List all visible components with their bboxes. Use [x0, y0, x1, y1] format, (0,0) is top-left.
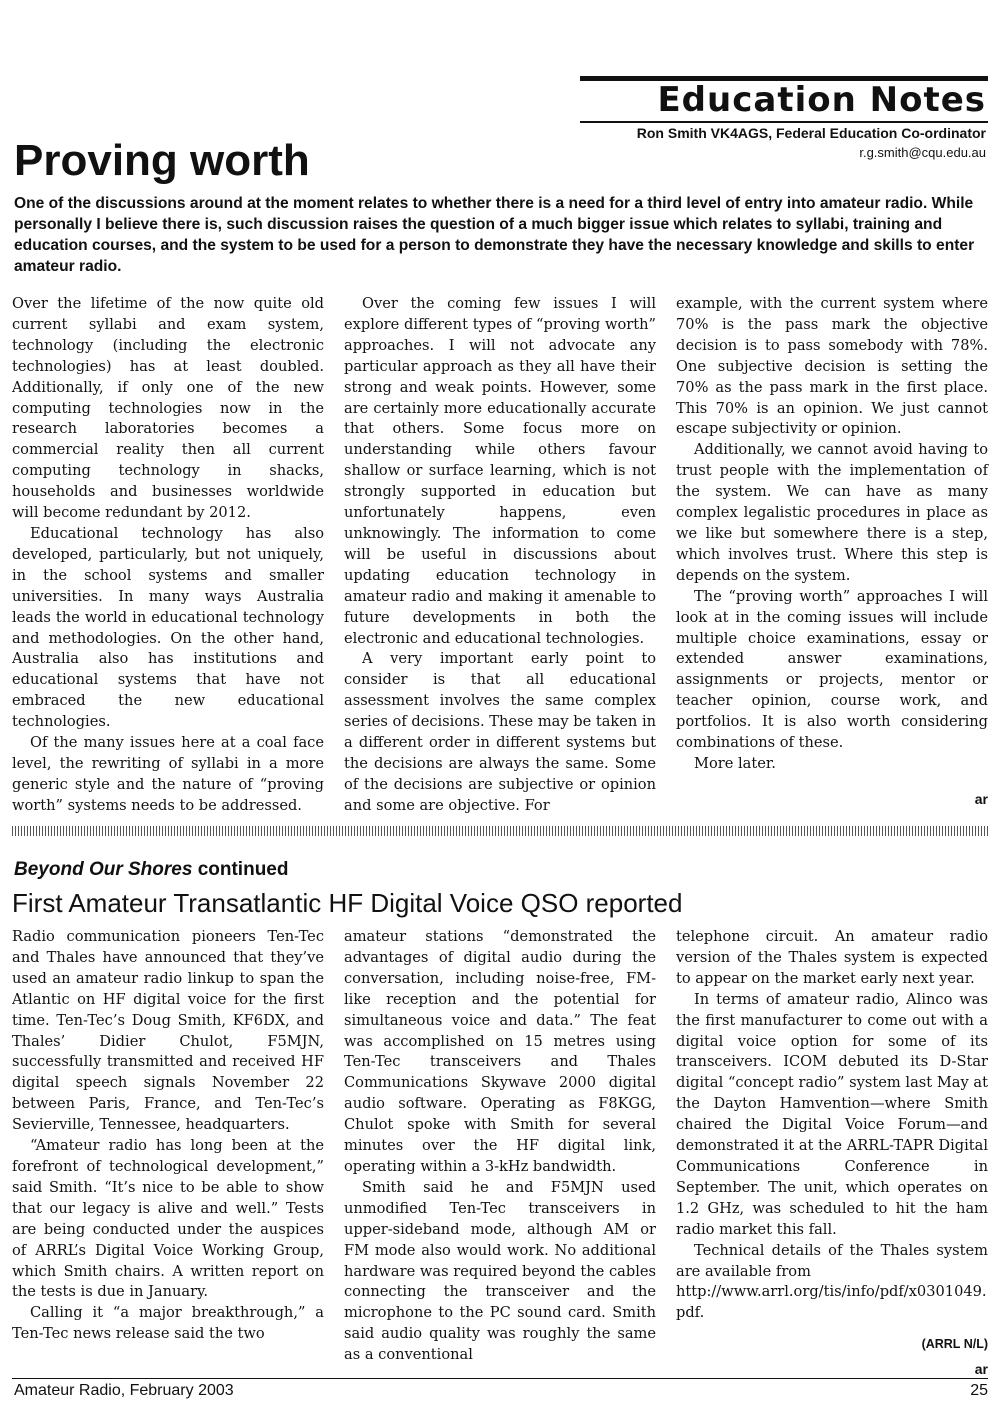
author-email: r.g.smith@cqu.edu.au	[859, 145, 986, 160]
article2-column-3	[676, 927, 988, 1380]
paragraph: Educational technology has also developed, particularly, but not uniquely, in the school systems and smaller universities. In many ways Australia leads the world in educational technology and methodologies. On the other hand, Australia also has institutions and educational systems that have not embraced the new educational technologies.	[12, 524, 324, 731]
footer-rule	[12, 1378, 988, 1379]
paragraph: telephone circuit. An amateur radio version of the Thales system is expected to appear on the market early next year.	[676, 928, 988, 987]
paragraph: Calling it “a major breakthrough,” a Ten-Tec news release said the two	[12, 1304, 324, 1343]
article2-columns	[12, 927, 988, 1380]
kicker-rest: continued	[192, 859, 289, 880]
article1-column-2	[344, 294, 656, 817]
article2-column-2	[344, 927, 656, 1380]
paragraph: Of the many issues here at a coal face level, the rewriting of syllabi in a more generic style and the nature of “proving worth” systems needs to be addressed.	[12, 734, 324, 814]
article2-headline: First Amateur Transatlantic HF Digital Voice QSO reported	[12, 888, 683, 918]
paragraph: In terms of amateur radio, Alinco was the first manufacturer to come out with a digital voice option for some of its transceivers. ICOM debuted its D-Star digital “concept radio” system last May at the Dayton Hamvention—where Smith chaired the Digital Voice Forum—and demonstrated it at the ARRL-TAPR Digital Communications Conference in September. The unit, which operates on 1.2 GHz, was scheduled to hit the ham radio market this fall.	[676, 990, 988, 1238]
paragraph: example, with the current system where 70% is the pass mark the objective decision is to pass somebody with 78%. One subjective decision is setting the 70% as the pass mark in the first place. This 70% is an opinion. We just cannot escape subjectivity or opinion.	[676, 295, 988, 438]
article-lead: One of the discussions around at the moment relates to whether there is a need for a third level of entry into amateur radio. While personally I believe there is, such discussion raises the question of a much bigger issue which relates to syllabi, training and education courses, and the system to be used for a person to demonstrate they have the necessary knowledge and skills to enter amateur radio.	[14, 195, 975, 275]
paragraph: Radio communication pioneers Ten-Tec and Thales have announced that they’ve used an amateur radio linkup to span the Atlantic on HF digital voice for the first time. Ten-Tec’s Doug Smith, KF6DX, and Thales’ Didier Chulot, F5MJN, successfully transmitted and received HF digital speech signals November 22 between Paris, France, and Ten-Tec’s Sevierville, Tennessee, headquarters.	[12, 928, 324, 1134]
author-byline: Ron Smith VK4AGS, Federal Education Co-ordinator	[636, 125, 986, 141]
paragraph: Over the coming few issues I will explore different types of “proving worth” approaches. I will not advocate any particular approach as they all have their strong and weak points. However, some are certainly more educationally accurate that others. Some focus more on understanding while others favour shallow or surface learning, which is not strongly supported in education but unfortunately happens, even unknowingly. The information to come will be useful in discussions about updating education technology in amateur radio and making it amenable to future developments in both the electronic and educational technologies.	[344, 295, 656, 647]
paragraph: A very important early point to consider is that all educational assessment involves the same complex series of decisions. These may be taken in a different order in different systems but the decisions are always the same. Some of the decisions are subjective or opinion and some are objective. For	[344, 650, 657, 814]
section-title: Education Notes	[657, 80, 986, 120]
kicker-italic: Beyond Our Shores	[14, 859, 193, 880]
article1-columns	[12, 294, 988, 817]
sign-off: ar	[974, 790, 988, 807]
article-headline: Proving worth	[14, 136, 310, 185]
paragraph: “Amateur radio has long been at the forefront of technological development,” said Smith. “It’s nice to be able to show that our legacy is alive and well.” Tests are being conducted under the auspices of ARRL’s Digital Voice Working Group, which Smith chairs. A written report on the tests is due in January.	[12, 1137, 324, 1301]
header-rule-bottom	[580, 121, 988, 123]
paragraph: Smith said he and F5MJN used unmodified Ten-Tec transceivers in upper-sideband mode, although AM or FM mode also would work. No additional hardware was required beyond the cables connecting the transceiver and the microphone to the PC sound card. Smith said audio quality was roughly the same as a conventional	[344, 1178, 656, 1364]
paragraph: Over the lifetime of the now quite old current syllabi and exam system, technology (including the electronic technologies) has at least doubled. Additionally, if only one of the new computing technologies now in the research laboratories becomes a commercial reality then all current computing technology in shacks, households and businesses worldwide will become redundant by 2012.	[12, 295, 324, 522]
paragraph: The “proving worth” approaches I will look at in the coming issues will include multiple choice examinations, essay or extended answer examinations, assignments or projects, mentor or teacher opinion, course work, and portfolios. It is also worth considering combinations of these.	[676, 587, 988, 752]
publication-footer: Amateur Radio, February 2003	[14, 1382, 234, 1399]
article1-column-1	[12, 294, 324, 817]
paragraph: More later.	[694, 754, 776, 772]
section-divider	[12, 826, 988, 836]
url-text: http://www.arrl.org/tis/info/pdf/x0301049.pdf.	[676, 1283, 987, 1322]
article2-column-1	[12, 927, 324, 1380]
page-number: 25	[970, 1382, 988, 1399]
paragraph: amateur stations “demonstrated the advantages of digital audio during the conversation, including noise-free, FM-like reception and the potential for simultaneous voice and data.” The feat was accomplished on 15 metres using Ten-Tec transceivers and Thales Communications Skywave 2000 digital audio software. Operating as F8KGG, Chulot spoke with Smith for several minutes over the HF digital link, operating within a 3-kHz bandwidth.	[344, 928, 656, 1175]
paragraph: Additionally, we cannot avoid having to trust people with the implementation of the system. We can have as many complex legalistic procedures in place as we like but somewhere there is a step, which involves trust. Where this step is depends on the system.	[676, 441, 988, 584]
source-credit: (ARRL N/L)	[921, 1337, 988, 1352]
sign-off: ar	[974, 1361, 988, 1378]
article2-kicker	[14, 858, 288, 882]
paragraph: Technical details of the Thales system are available from	[676, 1241, 988, 1280]
article1-column-3	[676, 294, 988, 817]
